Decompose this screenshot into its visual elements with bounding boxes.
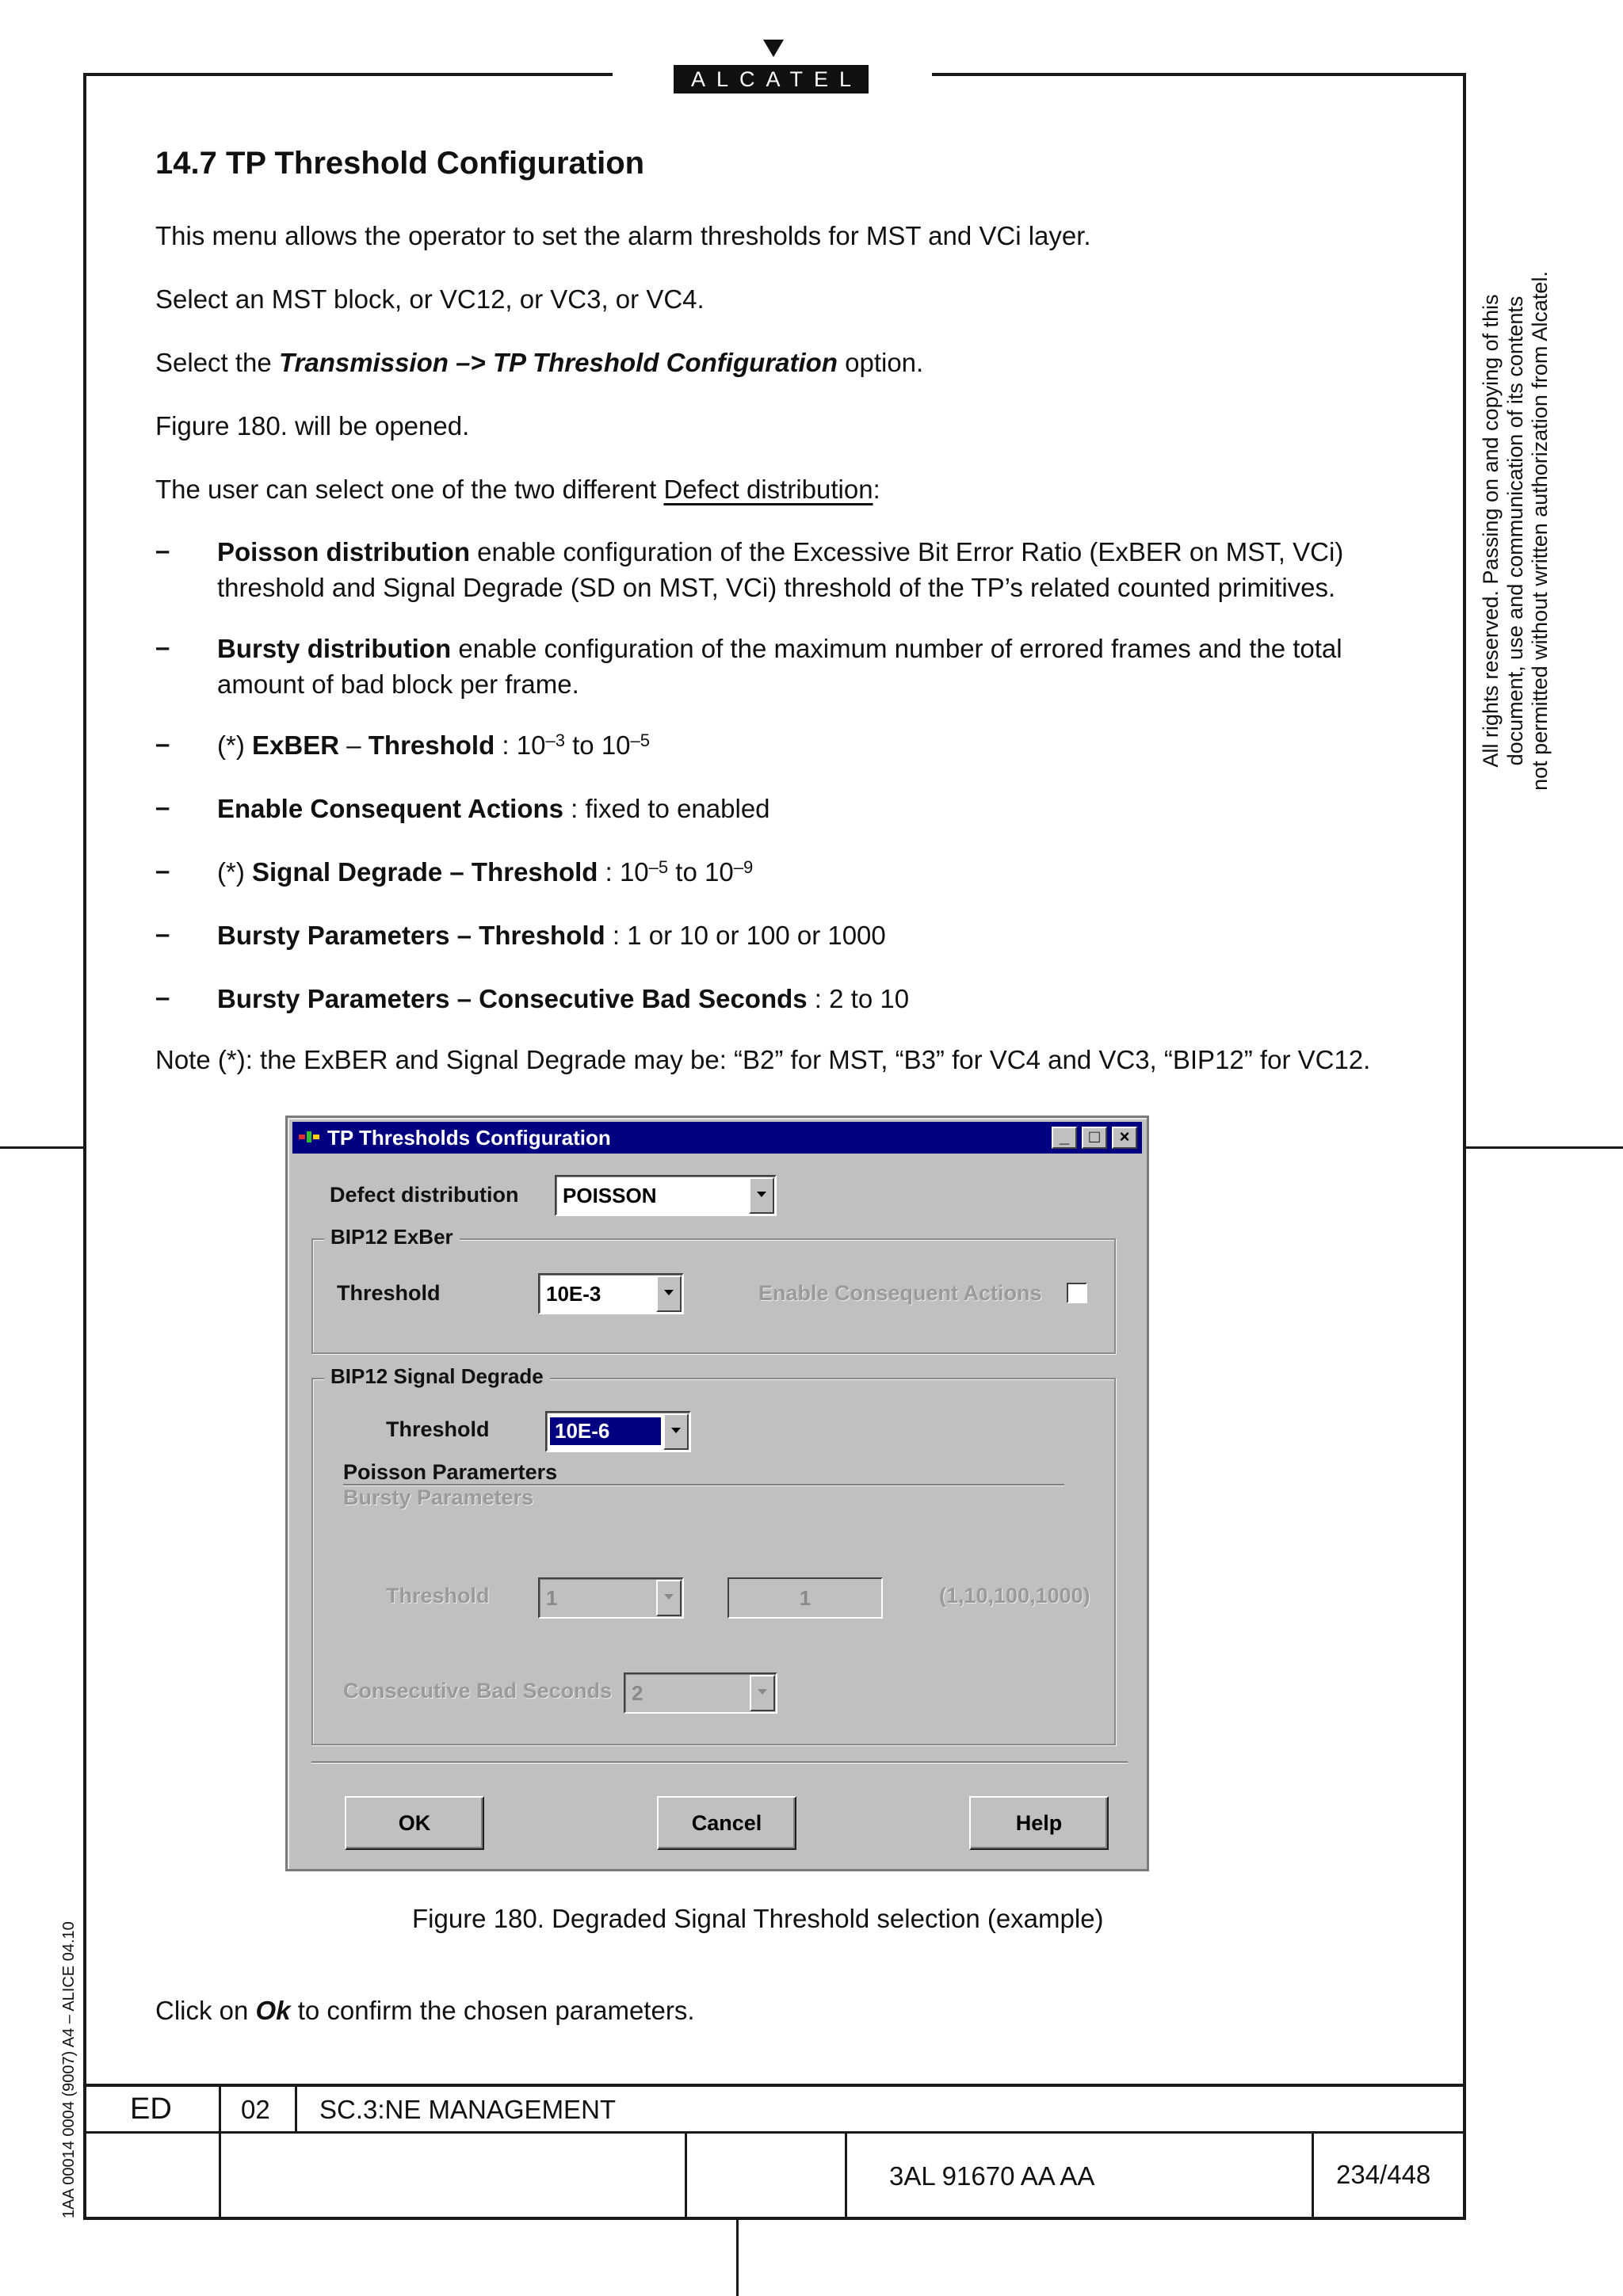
paragraph-select-option: Select the Transmission –> TP Threshold Configuration option.: [155, 348, 924, 377]
copyright-notice: All rights reserved. Passing on and copying of this document, use and communication of its contents not permitted without written authorization from Alcatel.: [1479, 271, 1552, 791]
tp-thresholds-dialog: [285, 1116, 1149, 1871]
poisson-parameters-tab[interactable]: Poisson Paramerters: [343, 1460, 558, 1484]
bursty-threshold-input[interactable]: 1: [727, 1577, 883, 1619]
bullet-signal-degrade: (*) Signal Degrade – Threshold : $10^{-5}$ to $10^{-9}$: [217, 857, 754, 887]
maximize-icon[interactable]: □: [1082, 1127, 1107, 1149]
final-instruction: Click on Ok to confirm the chosen parameters.: [155, 1996, 695, 2025]
bursty-threshold-label: Threshold: [386, 1584, 490, 1608]
paragraph-figure-ref: Figure 180. will be opened.: [155, 411, 470, 441]
footer-col-2: [295, 2084, 297, 2133]
defect-distribution-link: Defect distribution: [663, 475, 873, 504]
chevron-down-icon[interactable]: [663, 1413, 689, 1450]
sd-threshold-value: 10E-6: [550, 1417, 661, 1445]
enable-consequent-actions-checkbox[interactable]: [1067, 1283, 1087, 1303]
bursty-parameters-tab[interactable]: Bursty Parameters: [343, 1486, 534, 1509]
consecutive-bad-seconds-label: Consecutive Bad Seconds: [343, 1679, 613, 1703]
alcatel-logo: ALCATEL: [674, 65, 869, 93]
exber-threshold-select[interactable]: [538, 1273, 684, 1314]
bullet-consecutive-bad-seconds: Bursty Parameters – Consecutive Bad Seconds : 2 to 10: [217, 984, 910, 1013]
footer-ed-value: 02: [241, 2095, 270, 2124]
bullet-dash: –: [155, 632, 170, 662]
footer-section: SC.3:NE MANAGEMENT: [319, 2095, 617, 2124]
footer-col-1: [219, 2084, 221, 2220]
bullet-dash: –: [155, 919, 170, 948]
paragraph-intro: This menu allows the operator to set the alarm thresholds for MST and VCi layer.: [155, 221, 1091, 250]
exber-threshold-label: Threshold: [337, 1281, 441, 1305]
chevron-down-icon[interactable]: [749, 1177, 774, 1214]
bullet-bursty: Bursty distribution enable configuration of the maximum number of errored frames and the total amount of bad block per frame.: [217, 634, 1342, 699]
buttons-divider: [311, 1761, 1128, 1764]
bursty-threshold-value: 1: [546, 1586, 558, 1610]
note-paragraph: Note (*): the ExBER and Signal Degrade may be: “B2” for MST, “B3” for VC4 and VC3, “BIP12” for VC12.: [155, 1045, 1371, 1074]
dialog-titlebar: [292, 1122, 1142, 1154]
exber-threshold-value: 10E-3: [546, 1282, 601, 1306]
sd-threshold-select[interactable]: [545, 1411, 691, 1452]
logo-triangle: [763, 40, 784, 57]
bullet-dash: –: [155, 536, 170, 565]
footer-col-3: [685, 2133, 687, 2220]
consecutive-bad-seconds-value: 2: [632, 1681, 643, 1705]
bullet-dash: –: [155, 792, 170, 822]
frame-top-left: [83, 73, 613, 76]
app-icon: [299, 1130, 319, 1146]
bullet-dash: –: [155, 982, 170, 1012]
bip12-signal-degrade-title: BIP12 Signal Degrade: [324, 1364, 550, 1389]
bullet-dash: –: [155, 856, 170, 885]
footer-ed-label: ED: [130, 2092, 172, 2126]
bursty-threshold-select[interactable]: [538, 1577, 684, 1619]
fold-mark-left: [0, 1146, 85, 1149]
footer-top-line: [83, 2084, 1466, 2087]
bullet-dash: –: [155, 729, 170, 758]
document-form-code: 1AA 00014 0004 (9007) A4 – ALICE 04.10: [60, 1921, 78, 2218]
paragraph-defect-dist: The user can select one of the two different Defect distribution:: [155, 475, 880, 504]
bursty-range-hint: (1,10,100,1000): [939, 1584, 1090, 1608]
footer-col-5: [1312, 2133, 1314, 2220]
figure-caption: Figure 180. Degraded Signal Threshold selection (example): [412, 1904, 1104, 1933]
bullet-enable-actions: Enable Consequent Actions : fixed to enabled: [217, 794, 770, 823]
bullet-bursty-threshold: Bursty Parameters – Threshold : 1 or 10 or 100 or 1000: [217, 921, 886, 950]
close-icon[interactable]: ×: [1112, 1127, 1137, 1149]
footer-bottom-line: [83, 2217, 1466, 2220]
paragraph-select-block: Select an MST block, or VC12, or VC3, or VC4.: [155, 284, 705, 314]
defect-distribution-label: Defect distribution: [330, 1183, 519, 1207]
bullet-exber-threshold: (*) ExBER – Threshold : $10^{-3}$ to $10^{-5}$: [217, 730, 651, 760]
minimize-icon[interactable]: _: [1052, 1127, 1077, 1149]
defect-distribution-value: POISSON: [563, 1184, 657, 1207]
chevron-down-icon[interactable]: [750, 1675, 775, 1711]
footer-mid-line: [83, 2131, 1466, 2134]
help-button[interactable]: Help: [969, 1796, 1109, 1850]
fold-mark-right: [1465, 1146, 1623, 1149]
section-heading: 14.7 TP Threshold Configuration: [155, 146, 645, 181]
ok-button[interactable]: OK: [345, 1796, 484, 1850]
cancel-button[interactable]: Cancel: [657, 1796, 796, 1850]
footer-col-4: [845, 2133, 847, 2220]
footer-page-number: 234/448: [1336, 2160, 1431, 2189]
bip12-exber-title: BIP12 ExBer: [324, 1225, 460, 1249]
dialog-title: TP Thresholds Configuration: [327, 1126, 611, 1150]
frame-top-right: [932, 73, 1466, 76]
enable-consequent-actions-label: Enable Consequent Actions: [758, 1281, 1042, 1305]
bullet-poisson: Poisson distribution enable configuration of the Excessive Bit Error Ratio (ExBER on MST, VCi) threshold and Signal Degrade (SD on MST, VCi) threshold of the TP’s related counted primitives.: [217, 537, 1344, 602]
footer-doc-code: 3AL 91670 AA AA: [889, 2161, 1095, 2191]
sd-threshold-label: Threshold: [386, 1417, 490, 1441]
footer-stem: [736, 2218, 739, 2296]
defect-distribution-select[interactable]: [555, 1175, 777, 1216]
consecutive-bad-seconds-select[interactable]: [624, 1672, 777, 1714]
chevron-down-icon[interactable]: [656, 1580, 682, 1616]
chevron-down-icon[interactable]: [656, 1276, 682, 1312]
